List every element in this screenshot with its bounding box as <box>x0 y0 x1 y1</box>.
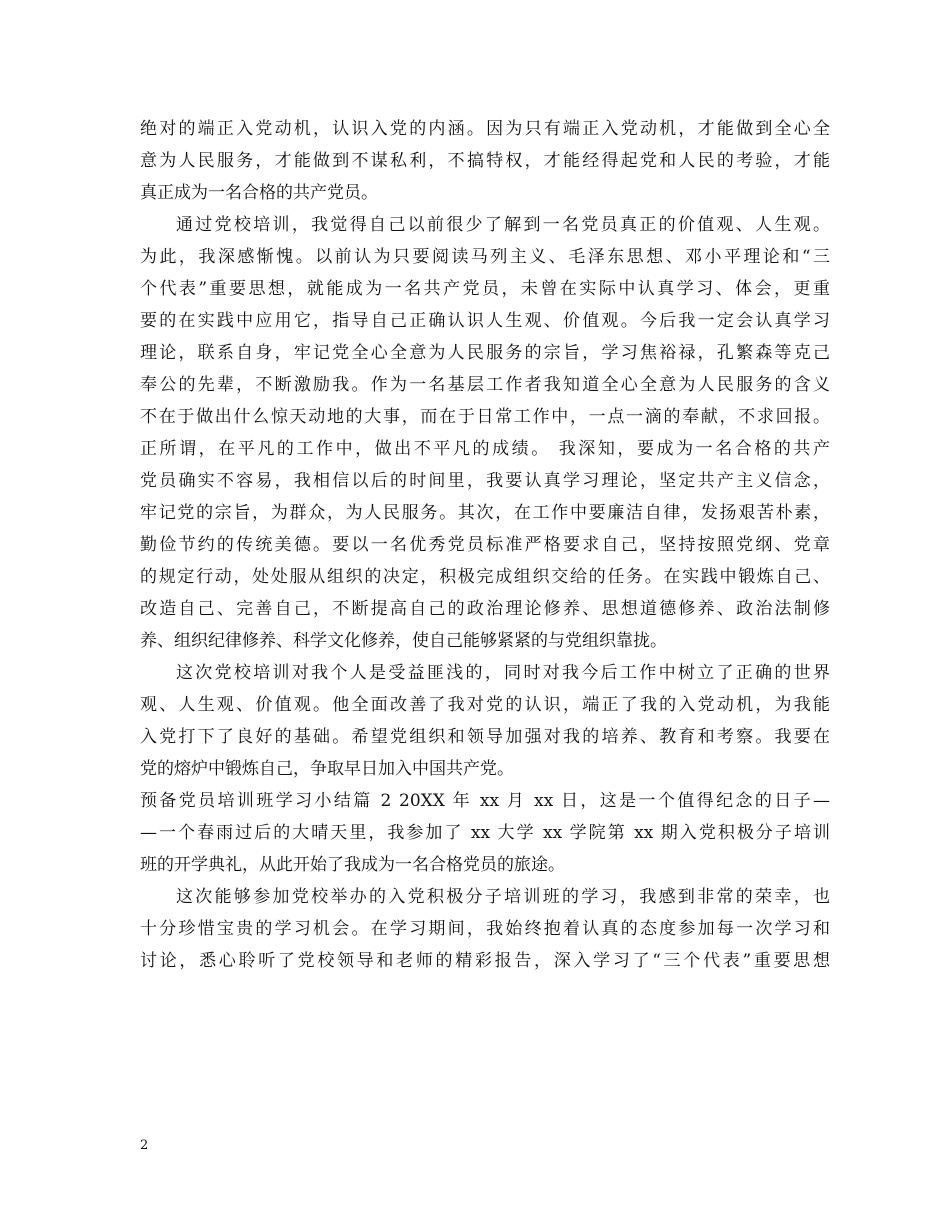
text-line: 党员确实不容易，我相信以后的时间里，我要认真学习理论，坚定共产主义信念， <box>140 471 830 491</box>
text-line: 要的在实践中应用它，指导自己正确认识人生观、价值观。今后我一定会认真学习 <box>140 311 830 331</box>
text-line: 真正成为一名合格的共产党员。 <box>140 183 378 203</box>
text-line: 入党打下了良好的基础。希望党组织和领导加强对我的培养、教育和考察。我要在 <box>140 727 830 747</box>
page-number: 2 <box>140 1138 149 1153</box>
text-line: 班的开学典礼，从此开始了我成为一名合格党员的旅途。 <box>140 855 565 875</box>
text-line: 个代表”重要思想，就能成为一名共产党员，未曾在实际中认真学习、体会，更重 <box>140 279 830 299</box>
text-line: 的规定行动，处处服从组织的决定，积极完成组织交给的任务。在实践中锻炼自己、 <box>140 567 830 587</box>
text-line: 牢记党的宗旨，为群众，为人民服务。其次，在工作中要廉洁自律，发扬艰苦朴素， <box>140 503 830 523</box>
text-line: —一个春雨过后的大晴天里，我参加了 xx 大学 xx 学院第 xx 期入党积极分子培训 <box>140 823 830 843</box>
text-line: 讨论，悉心聆听了党校领导和老师的精彩报告，深入学习了“三个代表”重要思想 <box>140 951 830 971</box>
text-line: 这次能够参加党校举办的入党积极分子培训班的学习，我感到非常的荣幸，也 <box>176 887 830 907</box>
text-line: 为此，我深感惭愧。以前认为只要阅读马列主义、毛泽东思想、邓小平理论和“三 <box>140 247 830 267</box>
text-line: 勤俭节约的传统美德。要以一名优秀党员标准严格要求自己，坚持按照党纲、党章 <box>140 535 830 555</box>
text-line: 改造自己、完善自己，不断提高自己的政治理论修养、思想道德修养、政治法制修 <box>140 599 830 619</box>
text-line: 这次党校培训对我个人是受益匪浅的，同时对我今后工作中树立了正确的世界 <box>176 663 830 683</box>
text-line: 不在于做出什么惊天动地的大事，而在于日常工作中，一点一滴的奉献，不求回报。 <box>140 407 830 427</box>
text-line: 理论，联系自身，牢记党全心全意为人民服务的宗旨，学习焦裕禄，孔繁森等克己 <box>140 343 830 363</box>
document-body <box>140 113 830 977</box>
text-line: 意为人民服务，才能做到不谋私利，不搞特权，才能经得起党和人民的考验，才能 <box>140 151 830 171</box>
text-line: 党的熔炉中锻炼自己，争取早日加入中国共产党。 <box>140 759 514 779</box>
text-line: 正所谓，在平凡的工作中，做出不平凡的成绩。 我深知，要成为一名合格的共产 <box>140 439 830 459</box>
text-line: 预备党员培训班学习小结篇 2 20XX 年 xx 月 xx 日，这是一个值得纪念的日子— <box>140 791 830 811</box>
text-line: 观、人生观、价值观。他全面改善了我对党的认识，端正了我的入党动机，为我能 <box>140 695 830 715</box>
text-line: 通过党校培训，我觉得自己以前很少了解到一名党员真正的价值观、人生观。 <box>176 215 830 235</box>
text-line: 养、组织纪律修养、科学文化修养，使自己能够紧紧的与党组织靠拢。 <box>140 631 667 651</box>
text-line: 十分珍惜宝贵的学习机会。在学习期间，我始终抱着认真的态度参加每一次学习和 <box>140 919 830 939</box>
text-line: 绝对的端正入党动机，认识入党的内涵。因为只有端正入党动机，才能做到全心全 <box>140 119 830 139</box>
text-line: 奉公的先辈，不断激励我。作为一名基层工作者我知道全心全意为人民服务的含义 <box>140 375 830 395</box>
